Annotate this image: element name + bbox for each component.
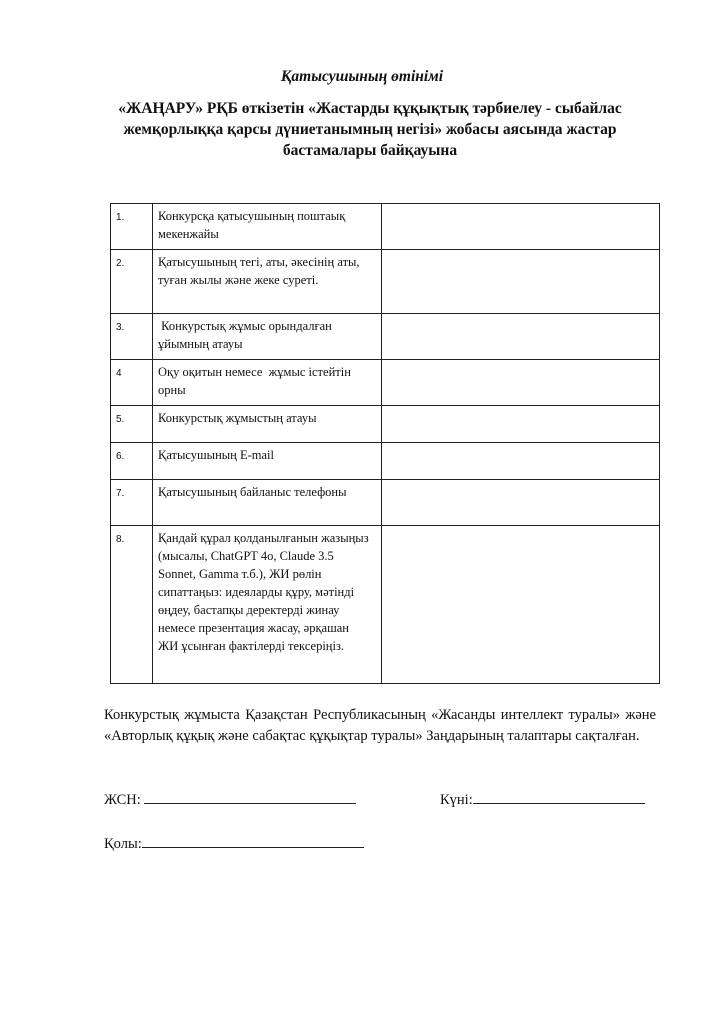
row-number: 1. (111, 204, 153, 250)
row-number: 2. (111, 250, 153, 314)
table-row (111, 526, 660, 684)
row-label: Қатысушының тегі, аты, әкесінің аты, туған жылы және жеке суреті. (153, 250, 382, 314)
document-title: Қатысушының өтінімі (280, 68, 444, 85)
row-label: Оқу оқитын немесе жұмыс істейтін орны (153, 360, 382, 406)
iin-input-line[interactable] (144, 789, 356, 804)
table-row (111, 480, 660, 526)
row-value-field[interactable] (382, 250, 660, 314)
table-row (111, 443, 660, 480)
row-label: Конкурсқа қатысушының поштаық мекенжайы (153, 204, 382, 250)
row-value-field[interactable] (382, 443, 660, 480)
row-number: 4 (111, 360, 153, 406)
compliance-statement: Конкурстық жұмыста Қазақстан Республикасының «Жасанды интеллект туралы» және «Авторлық құқық және сабақтас құқықтар туралы» Заңдарының талаптары сақталған. (104, 707, 656, 744)
row-value-field[interactable] (382, 406, 660, 443)
row-number: 7. (111, 480, 153, 526)
row-label: Конкурстық жұмыстың атауы (153, 406, 382, 443)
signature-line (104, 833, 364, 853)
row-value-field[interactable] (382, 526, 660, 684)
signature-label: Қолы: (104, 836, 142, 852)
application-form-table (110, 203, 660, 684)
document-subtitle: «ЖАҢАРУ» РҚБ өткізетін «Жастарды құқықтық тәрбиелеу - сыбайлас жемқорлыққа қарсы дүниетанымның негізі» жобасы аясында жастар бастамалары байқауына (118, 100, 622, 159)
table-row (111, 360, 660, 406)
table-row (111, 406, 660, 443)
row-value-field[interactable] (382, 480, 660, 526)
date-line (440, 789, 645, 809)
iin-label: ЖСН: (104, 792, 145, 808)
row-number: 3. (111, 314, 153, 360)
table-row (111, 314, 660, 360)
table-row (111, 250, 660, 314)
row-value-field[interactable] (382, 360, 660, 406)
row-value-field[interactable] (382, 204, 660, 250)
row-number: 8. (111, 526, 153, 684)
date-label: Күні: (440, 792, 473, 808)
signature-input-line[interactable] (142, 833, 364, 848)
row-label: Конкурстық жұмыс орындалған ұйымның атауы (153, 314, 382, 360)
row-label: Қатысушының байланыс телефоны (153, 480, 382, 526)
table-row (111, 204, 660, 250)
row-label: Қатысушының E-mail (153, 443, 382, 480)
row-number: 6. (111, 443, 153, 480)
row-number: 5. (111, 406, 153, 443)
row-value-field[interactable] (382, 314, 660, 360)
row-label: Қандай құрал қолданылғанын жазыңыз (мысалы, ChatGPT 4o, Claude 3.5 Sonnet, Gamma т.б.), ЖИ рөлін сипаттаңыз: идеяларды құру, мәтінді өңдеу, бастапқы деректерді жинау немесе презентация жасау, әрқашан ЖИ ұсынған фактілерді тексеріңіз. (153, 526, 382, 684)
date-input-line[interactable] (473, 789, 645, 804)
iin-line (104, 789, 356, 809)
